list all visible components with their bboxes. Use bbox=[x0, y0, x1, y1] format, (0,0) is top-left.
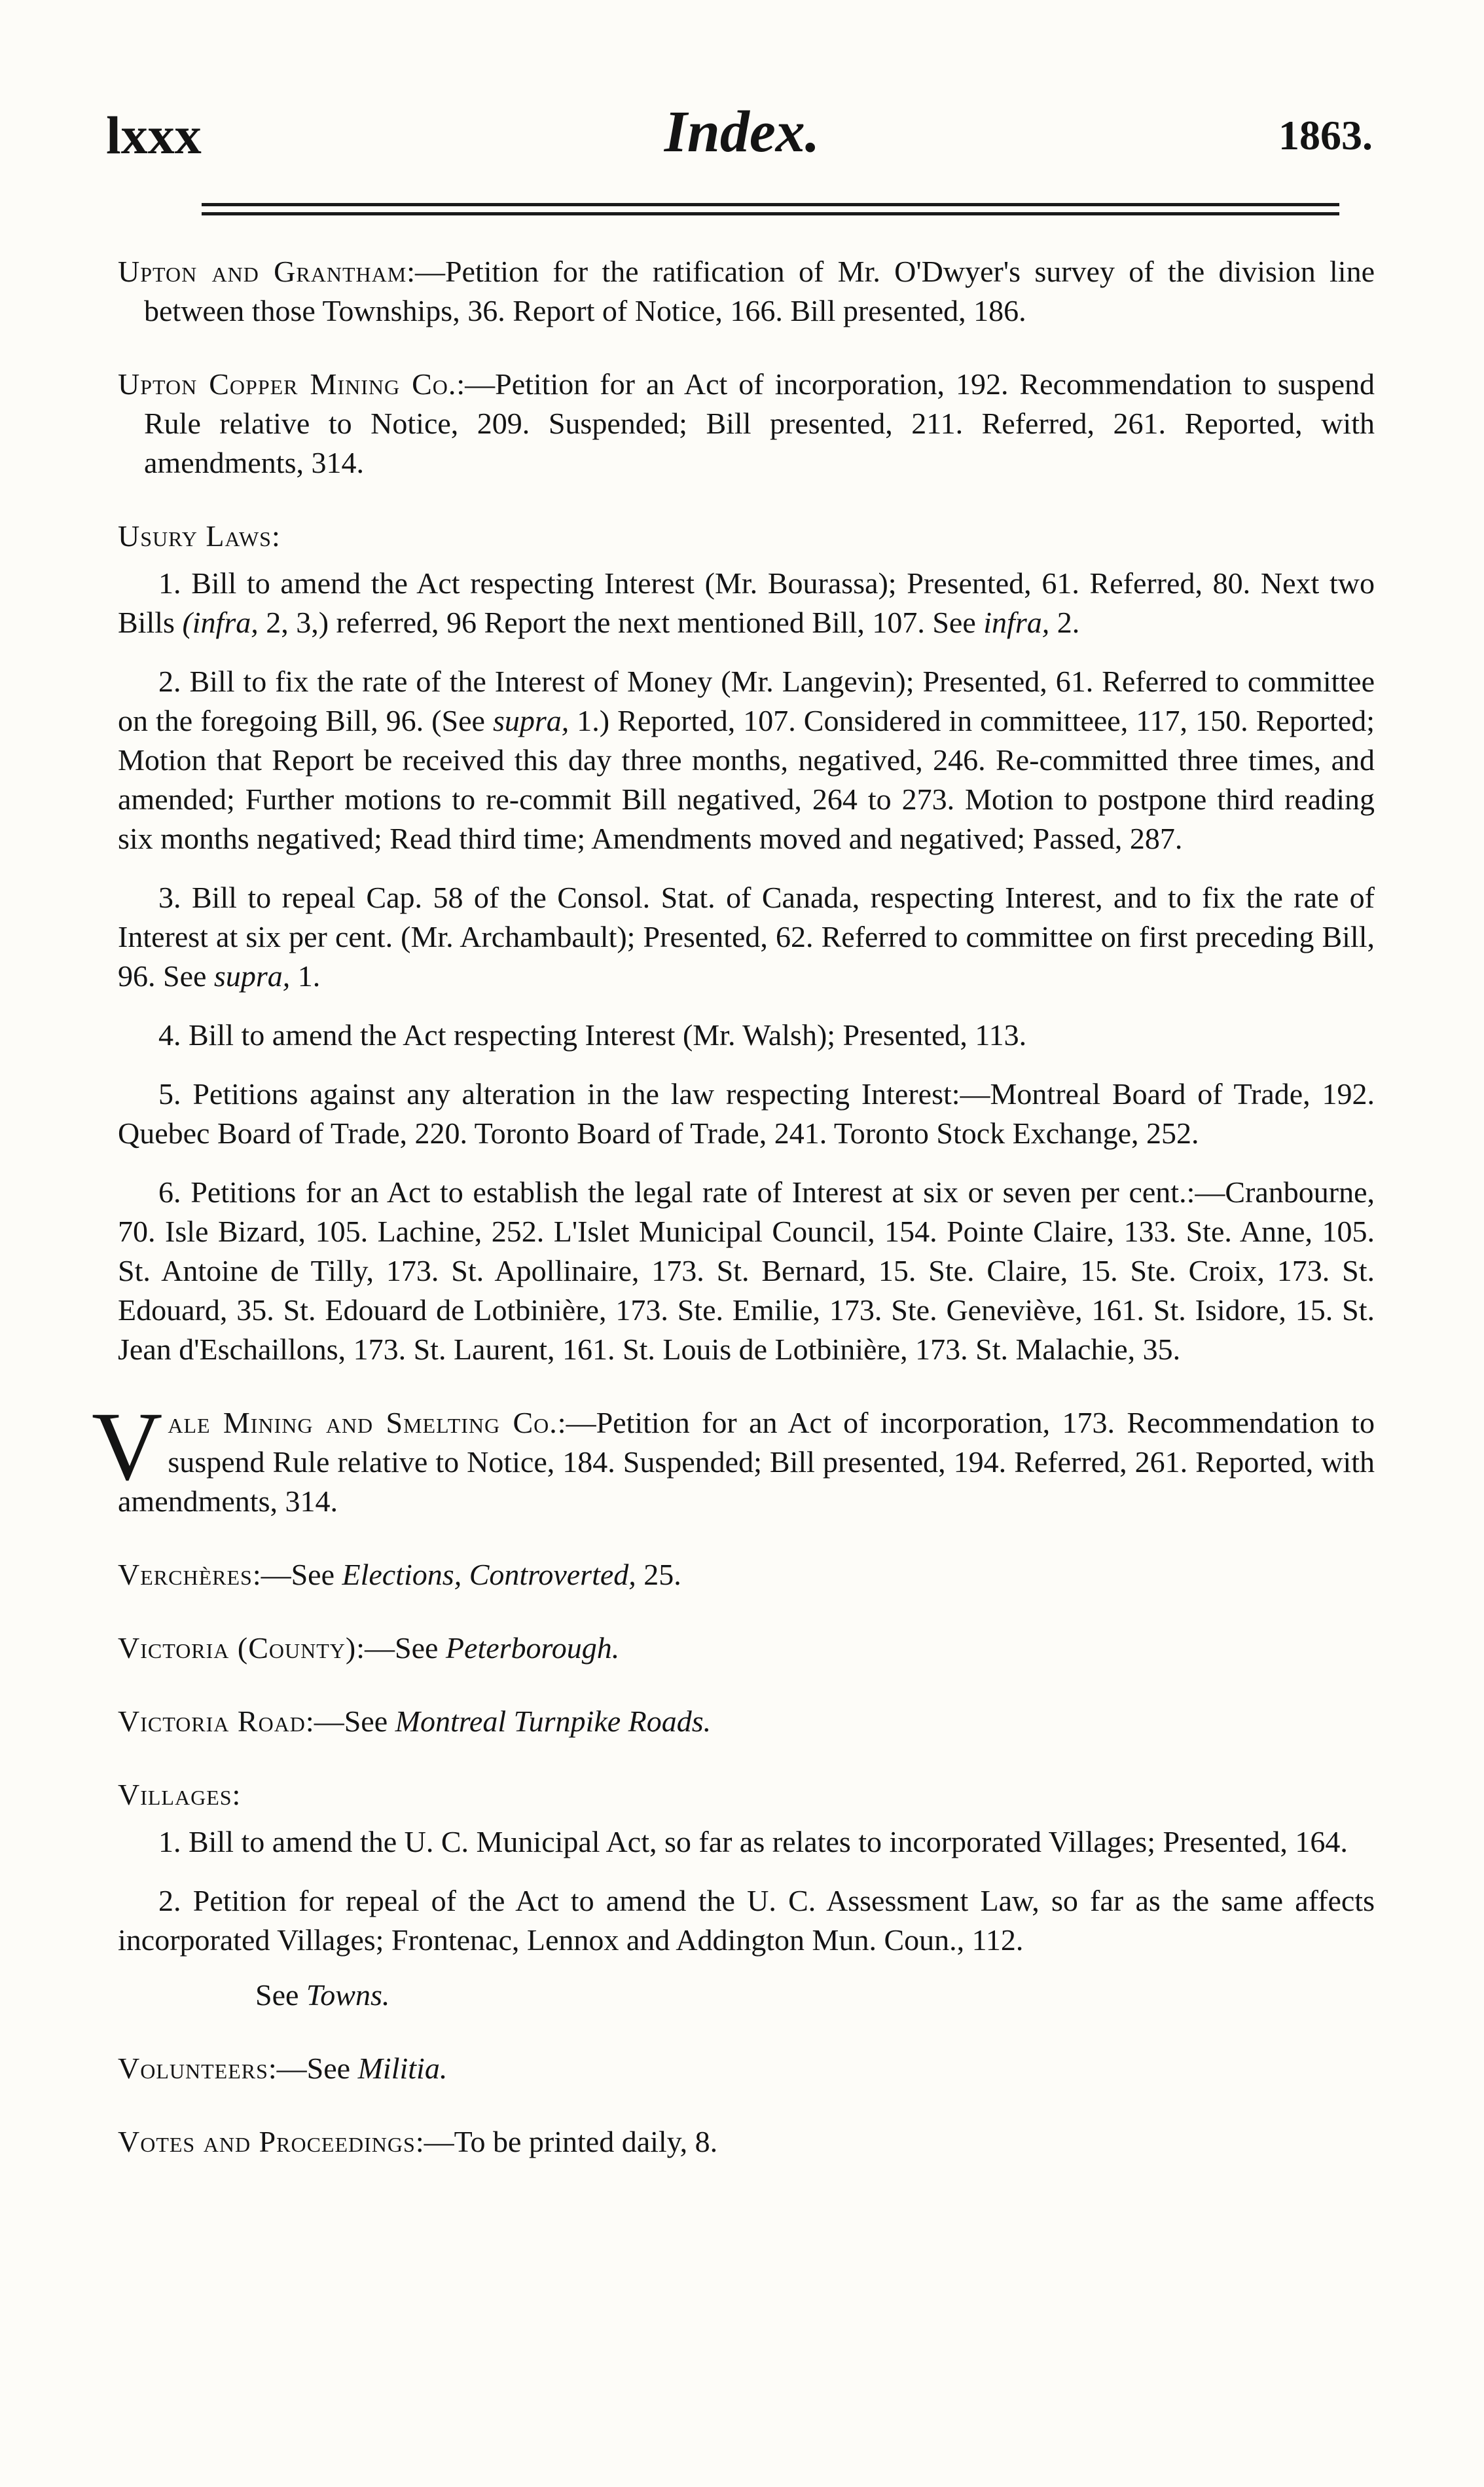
cross-reference: Montreal Turnpike Roads. bbox=[395, 1704, 712, 1738]
entry-usury-laws bbox=[118, 517, 1375, 1369]
entry-text: :—Petition for an Act of incorporation, 173. Recommendation to suspend Rule relative to Notice, 184. Suspended; Bill presented, 194. Referred, 261. Reported, with amendments, 314. bbox=[118, 1406, 1375, 1518]
entry-volunteers bbox=[118, 2049, 1375, 2088]
item-text: 1. Bill to amend the Act respecting Interest (Mr. Bourassa); Presented, 61. Referred, 80. Next two Bills bbox=[118, 566, 1375, 639]
usury-item-6: 6. Petitions for an Act to establish the legal rate of Interest at six or seven per cent.:—Cranbourne, 70. Isle Bizard, 105. Lachine, 252. L'Islet Municipal Council, 154. Pointe Claire, 133. Ste. Anne, 105. St. Antoine de Tilly, 173. St. Apollinaire, 173. St. Bernard, 15. Ste. Claire, 15. Ste. Croix, 173. St. Edouard, 35. St. Edouard de Lotbinière, 173. Ste. Emilie, 173. Ste. Geneviève, 161. St. Isidore, 15. St. Jean d'Eschaillons, 173. St. Laurent, 161. St. Louis de Lotbinière, 173. St. Malachie, 35. bbox=[118, 1175, 1375, 1366]
entry-heading: Upton and Grantham bbox=[118, 255, 407, 288]
item-text: 3. Bill to repeal Cap. 58 of the Consol. Stat. of Canada, respecting Interest, and to fix the rate of Interest at six per cent. (Mr. Archambault); Presented, 62. Referred to committee on first preceding Bill, 96. See bbox=[118, 881, 1375, 993]
page-ref: 25. bbox=[643, 1558, 681, 1591]
entry-text: :—To be printed daily, 8. bbox=[415, 2125, 718, 2158]
page-title: Index. bbox=[664, 100, 820, 164]
item-text: 1. bbox=[297, 959, 321, 993]
entry-victoria-road bbox=[118, 1702, 1375, 1741]
entry-heading: Votes and Proceedings bbox=[118, 2125, 416, 2158]
usury-item-5: 5. Petitions against any alteration in the law respecting Interest:—Montreal Board of Trade, 192. Quebec Board of Trade, 220. Toronto Board of Trade, 241. Toronto Stock Exchange, 252. bbox=[118, 1077, 1375, 1150]
item-italic: supra, bbox=[213, 959, 291, 993]
see-label: :—See bbox=[305, 1704, 388, 1738]
cross-reference: Elections, Controverted, bbox=[342, 1558, 636, 1591]
usury-heading-line bbox=[118, 517, 1375, 556]
entry-vercheres bbox=[118, 1555, 1375, 1594]
usury-item-1 bbox=[118, 564, 1375, 642]
item-text: 2. bbox=[1057, 606, 1080, 639]
entry-heading: ale Mining and Smelting Co. bbox=[168, 1406, 558, 1439]
villages-see bbox=[118, 1976, 1375, 2015]
item-text: 2, 3,) referred, 96 Report the next mentioned Bill, 107. See bbox=[266, 606, 976, 639]
entry-heading: Usury Laws bbox=[118, 519, 272, 553]
entry-heading: Verchères bbox=[118, 1558, 253, 1591]
see-label: See bbox=[255, 1978, 299, 2012]
entry-text: :—Petition for the ratification of Mr. O'Dwyer's survey of the division line between those Townships, 36. Report of Notice, 166. Bill presented, 186. bbox=[144, 255, 1375, 327]
entry-text: :—Petition for an Act of incorporation, 192. Recommendation to suspend Rule relative to Notice, 209. Suspended; Bill presented, 211. Referred, 261. Reported, with amendments, 314. bbox=[144, 367, 1375, 479]
usury-item-2 bbox=[118, 662, 1375, 858]
villages-heading-line bbox=[118, 1775, 1375, 1815]
entry-vale-mining bbox=[92, 1392, 1375, 1521]
entry-heading: Volunteers bbox=[118, 2052, 268, 2085]
entry-upton-grantham bbox=[118, 252, 1375, 331]
villages-item-1: 1. Bill to amend the U. C. Municipal Act, so far as relates to incorporated Villages; Presented, 164. bbox=[158, 1825, 1348, 1858]
cross-reference: Militia. bbox=[357, 2052, 448, 2085]
item-text: 2. Bill to fix the rate of the Interest of Money (Mr. Langevin); Presented, 61. Referred to committee on the foregoing Bill, 96. (See bbox=[118, 665, 1375, 737]
heading-colon: : bbox=[232, 1778, 241, 1811]
villages-item-2: 2. Petition for repeal of the Act to amend the U. C. Assessment Law, so far as the same affects incorporated Villages; Frontenac, Lennox and Addington Mun. Coun., 112. bbox=[118, 1884, 1375, 1957]
see-label: :—See bbox=[268, 2052, 351, 2085]
item-italic: supra, bbox=[492, 704, 570, 737]
heading-colon: : bbox=[271, 519, 280, 553]
entry-upton-copper bbox=[118, 365, 1375, 483]
entry-heading: Victoria Road bbox=[118, 1704, 306, 1738]
item-italic: infra, bbox=[983, 606, 1050, 639]
item-text: 1.) Reported, 107. Considered in committeee, 117, 150. Reported; Motion that Report be received this day three months, negatived, 246. Re-committed three times, and amended; Further motions to re-commit Bill negatived, 264 to 273. Motion to postpone third reading six months negatived; Read third time; Amendments moved and negatived; Passed, 287. bbox=[118, 704, 1375, 855]
see-label: :—See bbox=[252, 1558, 335, 1591]
header-rule-top bbox=[202, 203, 1339, 206]
usury-item-4: 4. Bill to amend the Act respecting Interest (Mr. Walsh); Presented, 113. bbox=[158, 1018, 1027, 1052]
item-italic: (infra, bbox=[182, 606, 259, 639]
drop-capital: V bbox=[92, 1392, 163, 1501]
entry-heading: Villages bbox=[118, 1778, 232, 1811]
header-rule-bottom bbox=[202, 212, 1339, 215]
entry-heading: Upton Copper Mining Co. bbox=[118, 367, 457, 401]
page-year: 1863. bbox=[1278, 112, 1373, 158]
entry-votes-proceedings bbox=[118, 2122, 1375, 2162]
entry-victoria-county bbox=[118, 1629, 1375, 1668]
usury-item-3 bbox=[118, 878, 1375, 996]
cross-reference: Towns. bbox=[306, 1978, 390, 2012]
entry-villages bbox=[118, 1775, 1375, 2015]
cross-reference: Peterborough. bbox=[445, 1631, 620, 1665]
page-number: lxxx bbox=[106, 105, 202, 165]
index-content bbox=[92, 252, 1375, 2196]
see-label: :—See bbox=[356, 1631, 439, 1665]
entry-heading: Victoria (County) bbox=[118, 1631, 357, 1665]
